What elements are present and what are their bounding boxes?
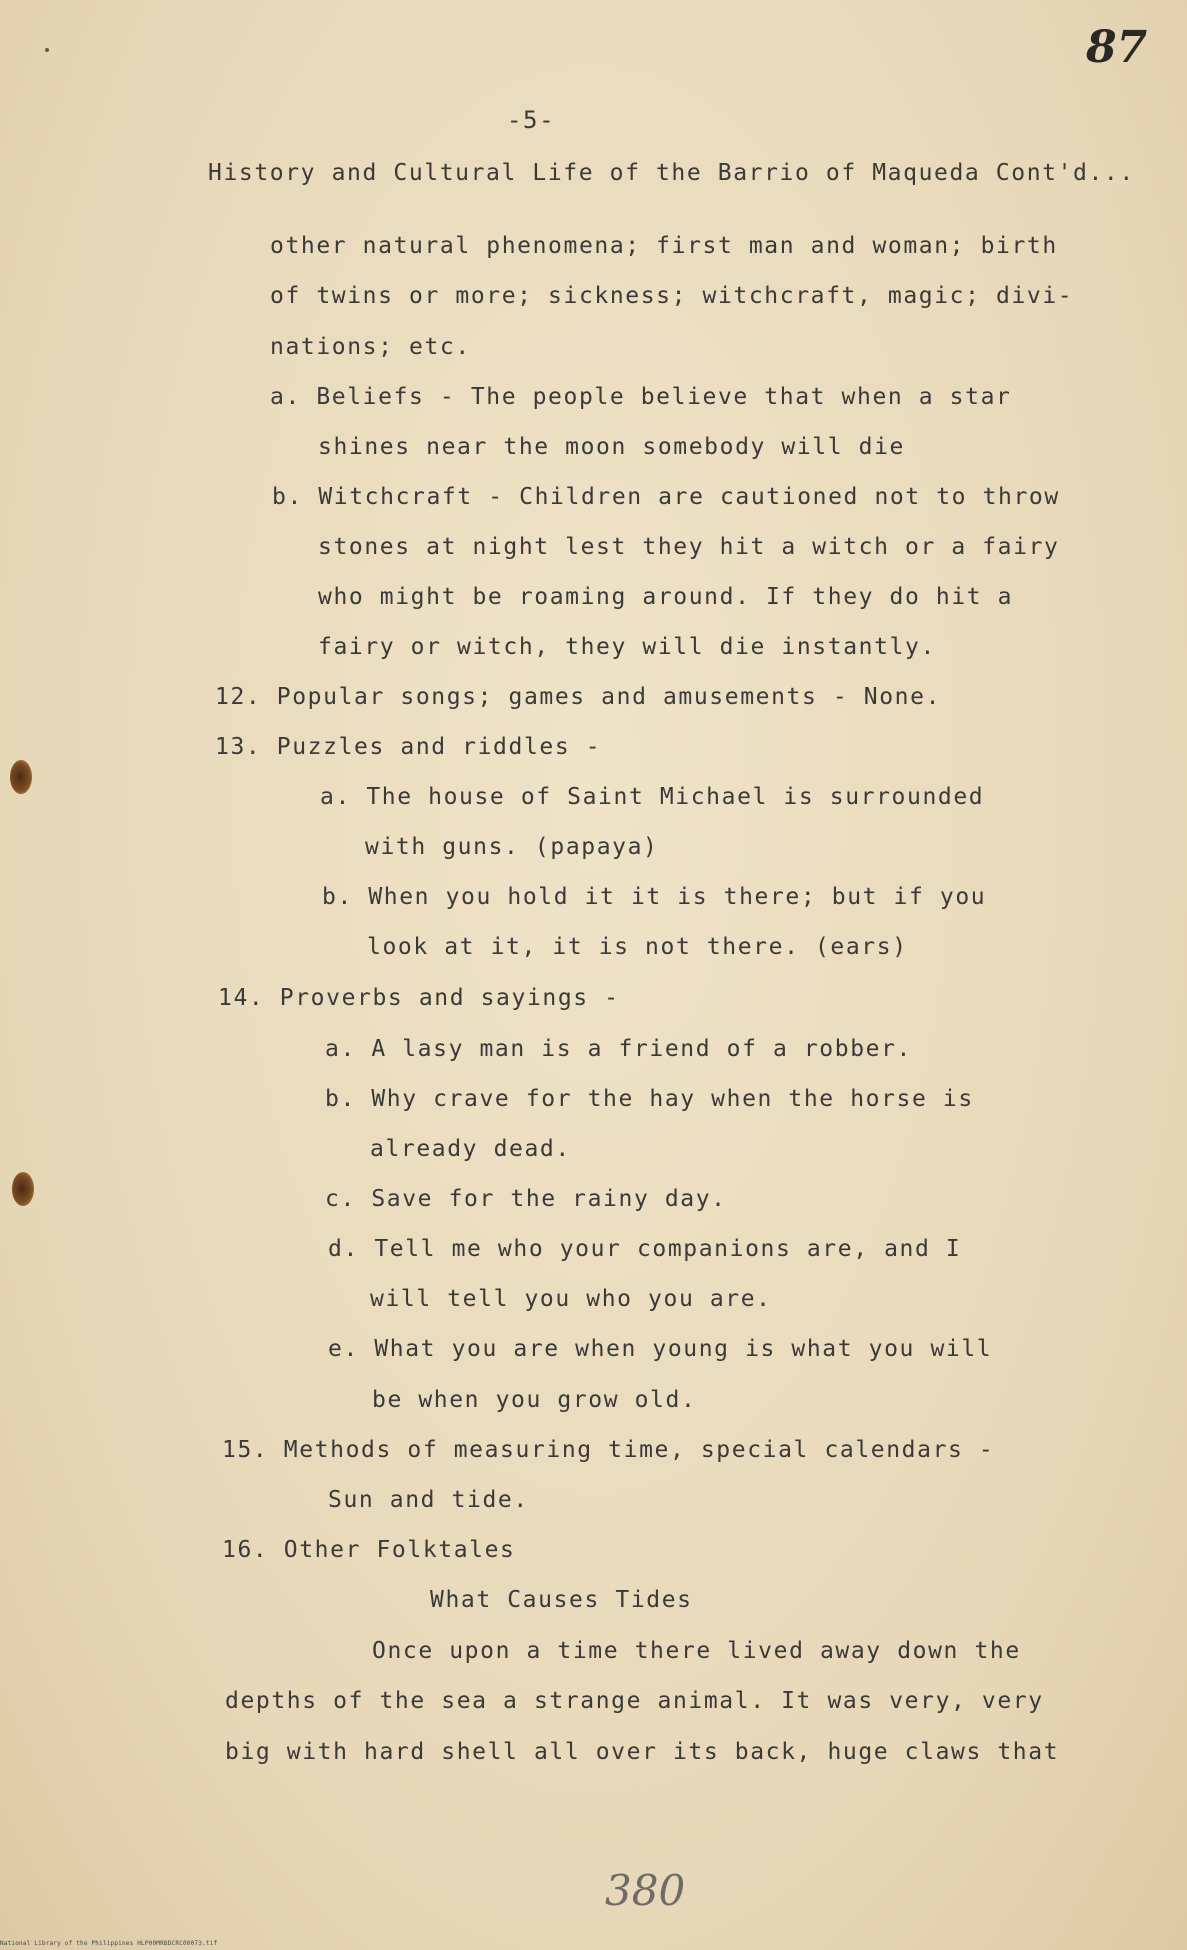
text-line: depths of the sea a strange animal. It was very, very bbox=[225, 1688, 1044, 1714]
text-line: already dead. bbox=[370, 1136, 571, 1162]
text-line: with guns. (papaya) bbox=[365, 834, 659, 860]
text-line: be when you grow old. bbox=[372, 1387, 697, 1413]
text-line: look at it, it is not there. (ears) bbox=[367, 934, 908, 960]
archive-footer: National Library of the Philippines HLP00MRBDCRC00073.tif bbox=[0, 1940, 218, 1947]
section-heading: 15. Methods of measuring time, special calendars - bbox=[222, 1437, 995, 1463]
folktale-title: What Causes Tides bbox=[430, 1587, 693, 1613]
text-line: b. Why crave for the hay when the horse is bbox=[325, 1086, 974, 1112]
text-line: nations; etc. bbox=[270, 334, 471, 360]
page-title: History and Cultural Life of the Barrio of Maqueda Cont'd... bbox=[208, 160, 1135, 186]
section-heading: 13. Puzzles and riddles - bbox=[215, 734, 602, 760]
text-line: of twins or more; sickness; witchcraft, magic; divi- bbox=[270, 283, 1074, 309]
text-line: b. Witchcraft - Children are cautioned not to throw bbox=[272, 484, 1060, 510]
handwritten-page-number: 380 bbox=[605, 1866, 686, 1915]
text-line: d. Tell me who your companions are, and I bbox=[328, 1236, 962, 1262]
page-number: -5- bbox=[507, 106, 556, 134]
text-line: who might be roaming around. If they do hit a bbox=[318, 584, 1014, 610]
section-heading: 16. Other Folktales bbox=[222, 1537, 516, 1563]
text-line: Sun and tide. bbox=[328, 1487, 529, 1513]
text-line: a. Beliefs - The people believe that when a star bbox=[270, 384, 1012, 410]
text-line: will tell you who you are. bbox=[370, 1286, 772, 1312]
paper-speck bbox=[45, 48, 49, 52]
section-heading: 14. Proverbs and sayings - bbox=[218, 985, 620, 1011]
text-line: stones at night lest they hit a witch or a fairy bbox=[318, 534, 1060, 560]
text-line: e. What you are when young is what you will bbox=[328, 1336, 993, 1362]
text-line: fairy or witch, they will die instantly. bbox=[318, 634, 936, 660]
binding-hole bbox=[12, 1172, 34, 1206]
section-heading: 12. Popular songs; games and amusements - None. bbox=[215, 684, 942, 710]
text-line: a. The house of Saint Michael is surrounded bbox=[320, 784, 985, 810]
binding-hole bbox=[10, 760, 32, 794]
text-line: other natural phenomena; first man and woman; birth bbox=[270, 233, 1058, 259]
text-line: c. Save for the rainy day. bbox=[325, 1186, 727, 1212]
text-line: shines near the moon somebody will die bbox=[318, 434, 905, 460]
text-line: b. When you hold it it is there; but if you bbox=[322, 884, 987, 910]
text-line: Once upon a time there lived away down the bbox=[372, 1638, 1021, 1664]
corner-page-annotation: 87 bbox=[1086, 22, 1148, 73]
text-line: a. A lasy man is a friend of a robber. bbox=[325, 1036, 912, 1062]
text-line: big with hard shell all over its back, huge claws that bbox=[225, 1739, 1060, 1765]
